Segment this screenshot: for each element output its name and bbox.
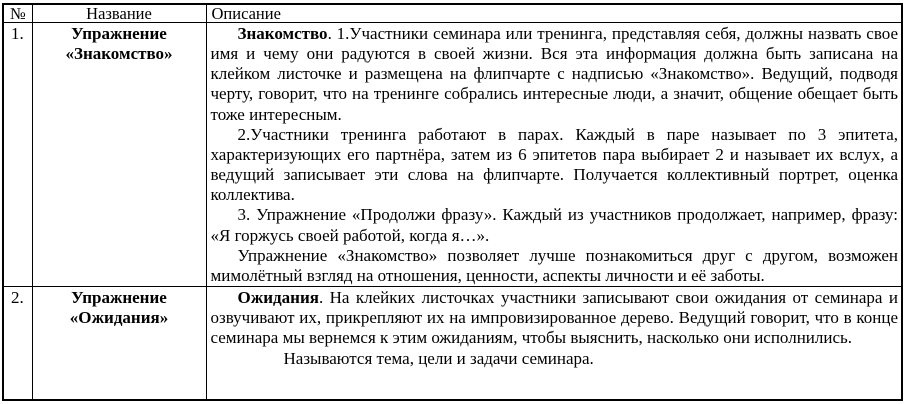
- description-paragraph: [211, 24, 899, 125]
- description-paragraph: 3. Упражнение «Продолжи фразу». Каждый из участников продолжает, например, фразу: «Я горжусь своей работой, когда я…».: [210, 205, 898, 245]
- table-row-1: [3, 23, 902, 287]
- exercises-table: [2, 3, 903, 401]
- row-number: 2.: [3, 287, 32, 401]
- exercise-name-line: Упражнение: [71, 24, 167, 43]
- exercise-name: [32, 23, 206, 287]
- description-paragraph: Называются тема, цели и задачи семинара.: [283, 348, 594, 368]
- col-header-description: Описание: [206, 4, 902, 23]
- col-header-number: №: [3, 4, 32, 23]
- exercise-name-line: «Знакомство»: [65, 44, 173, 64]
- description-lead-text: . 1.Участники семинара или тренинга, представляя себя, должны назвать свое имя и чему они радуются в своей жизни. Вся эта информация должна быть записана на клейком листочке и размещена на флипчарте с надписью «Знакомство». Ведущий, подводя черту, говорит, что на тренинге собрались интересные люди, а значит, общение обещает быть тоже интересным.: [210, 24, 898, 124]
- row-number: 1.: [3, 23, 32, 287]
- description-paragraph: Упражнение «Знакомство» позволяет лучше познакомиться друг с другом, возможен мимолётный взгляд на отношения, ценности, аспекты личности и её заботы.: [210, 245, 898, 285]
- description-lead-text: . На клейких листочках участники записывают свои ожидания от семинара и озвучивают их, прикрепляют их на импровизированное дерево. Ведущий говорит, что в конце семинара мы вернемся к этим ожиданиям, чтобы выяснить, насколько они исполнились.: [210, 288, 898, 348]
- exercise-name-line: «Ожидания»: [69, 308, 169, 328]
- exercise-name: [32, 287, 206, 401]
- description-lead-bold: Знакомство: [237, 24, 328, 43]
- col-header-name: Название: [32, 4, 206, 23]
- table-row-2: [3, 287, 902, 401]
- header-row: [3, 4, 902, 23]
- description-paragraph: [211, 288, 899, 348]
- exercise-description: [206, 23, 902, 287]
- description-lead-bold: Ожидания: [237, 288, 319, 308]
- description-paragraph: 2.Участники тренинга работают в парах. Каждый в паре называет по 3 эпитета, характеризующих его партнёра, затем из 6 эпитетов пара выбирает 2 и называет их вслух, а ведущий записывает эти слова на флипчарте. Получается коллективный портрет, оценка коллектива.: [210, 124, 898, 205]
- exercise-name-line: Упражнение: [71, 288, 167, 308]
- exercise-description: [206, 287, 902, 401]
